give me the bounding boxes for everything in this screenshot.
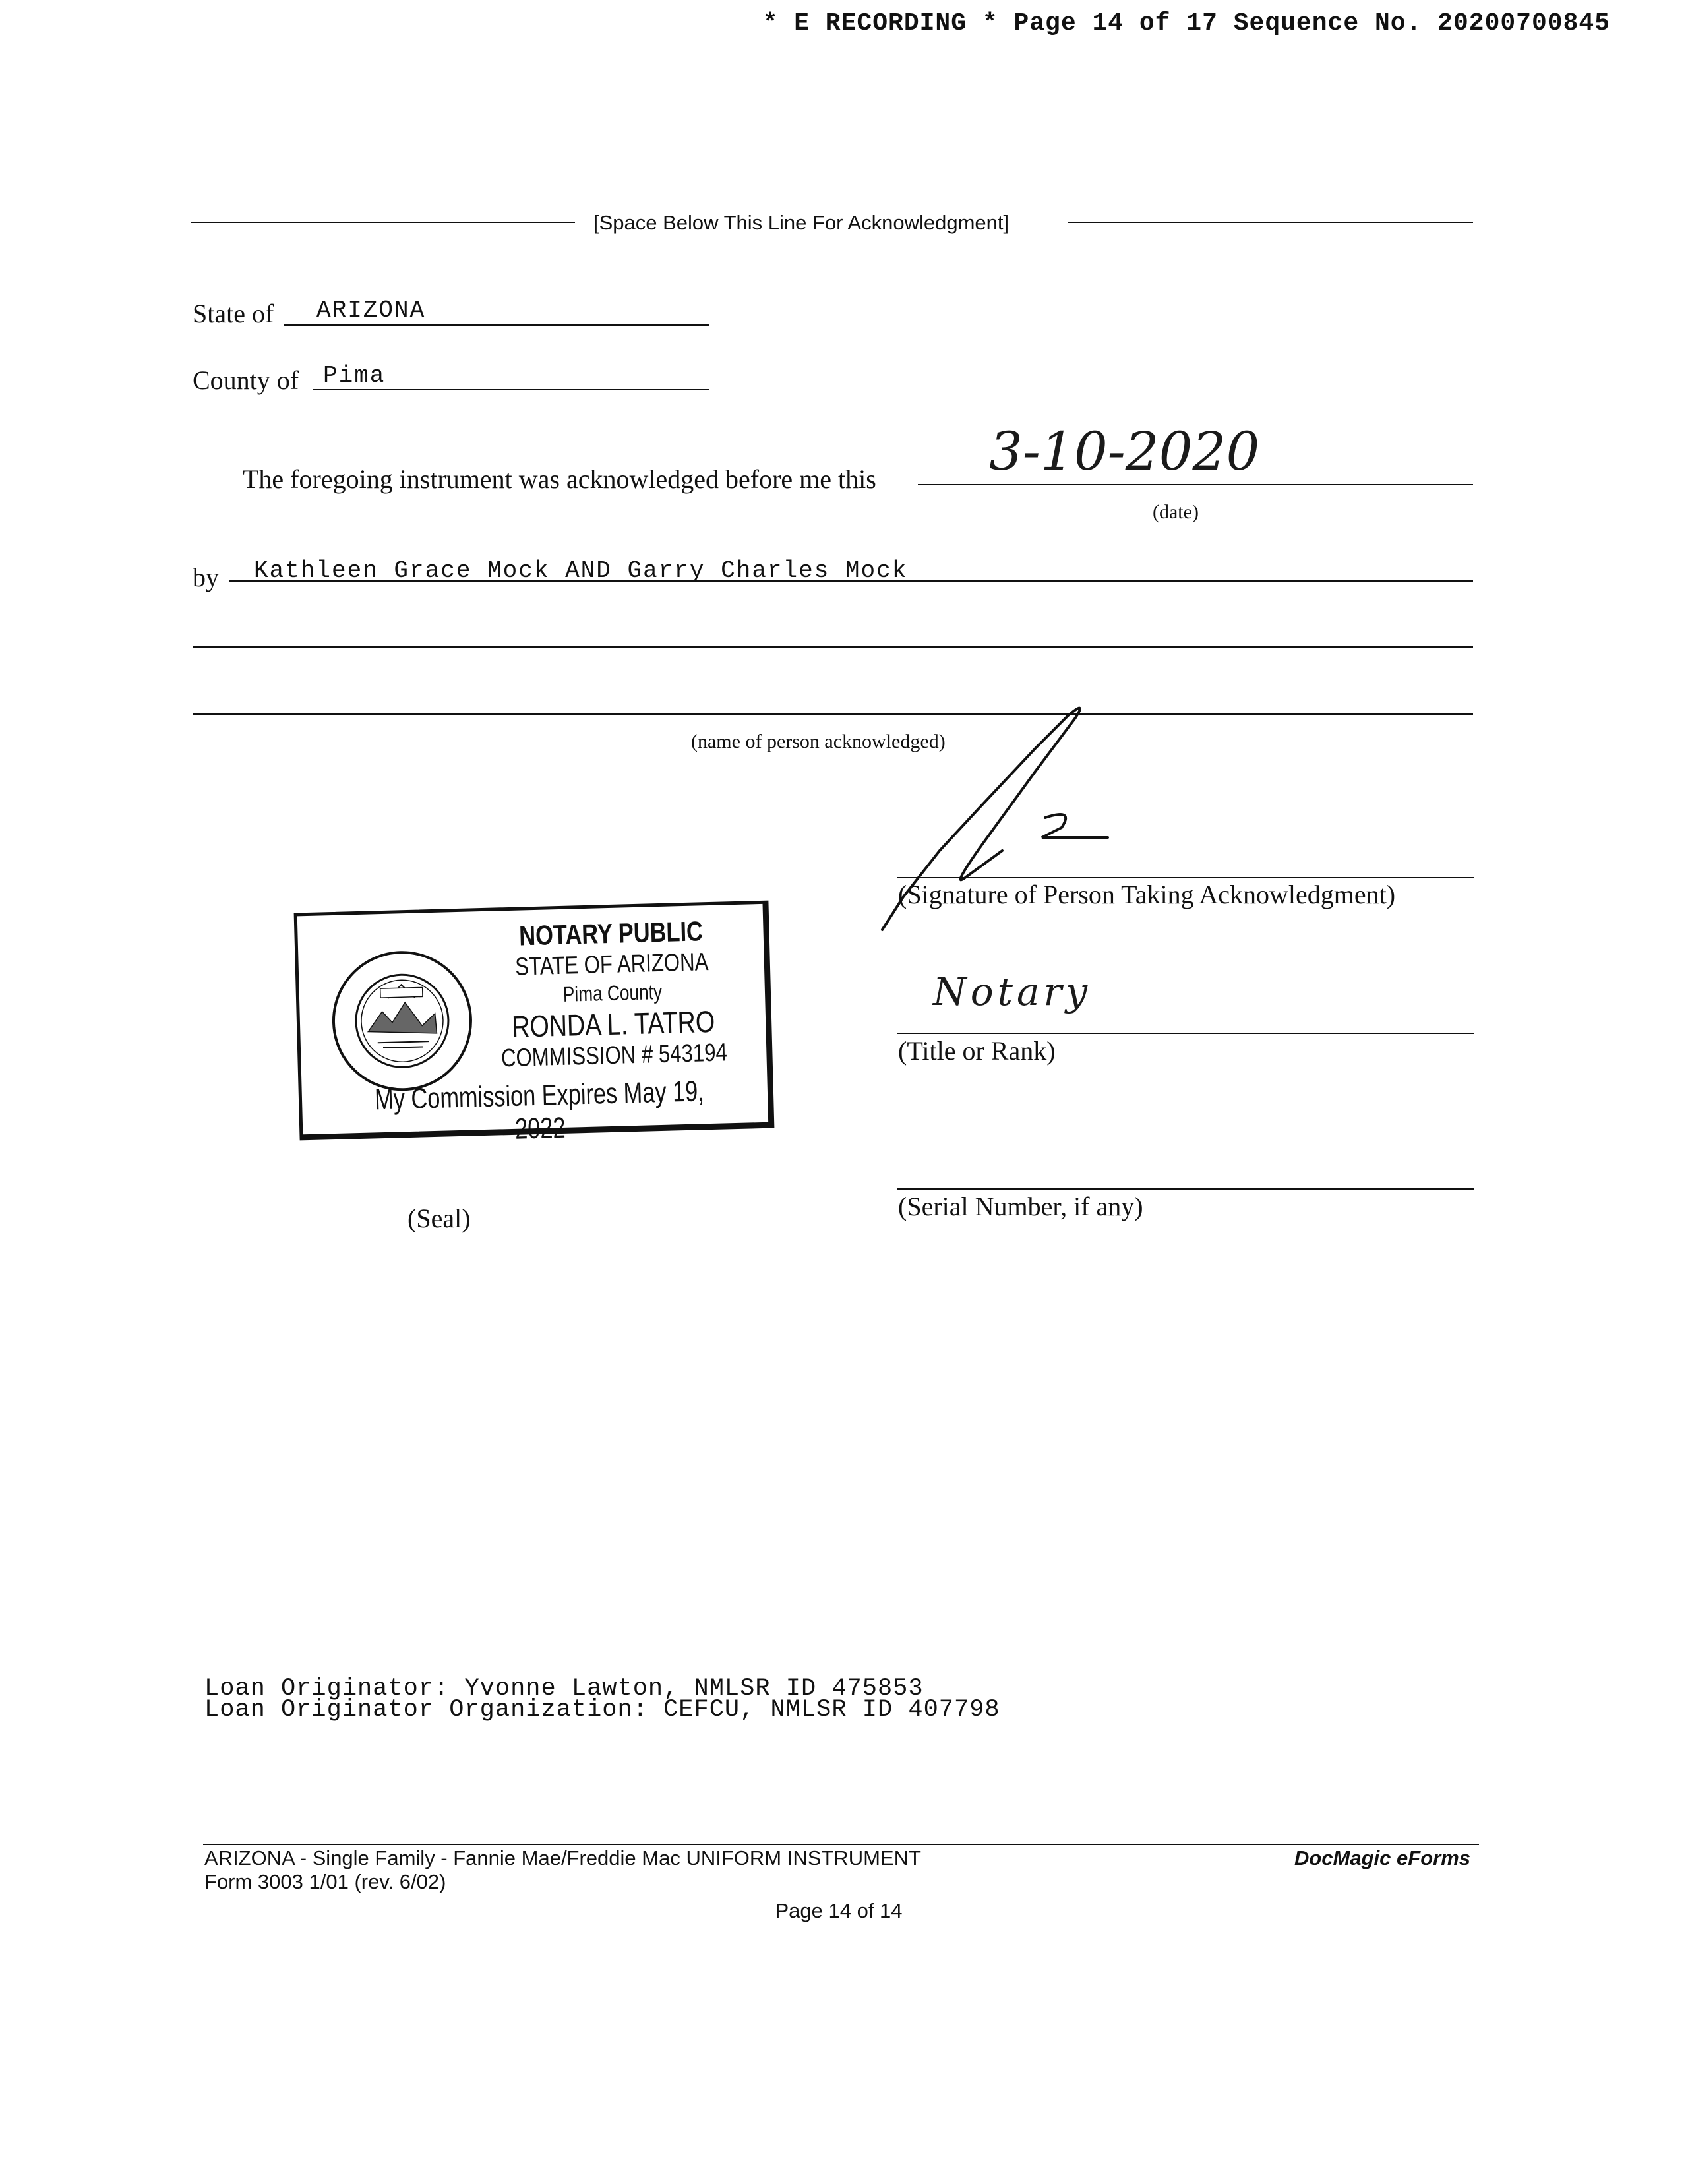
stamp-line2: STATE OF ARIZONA	[514, 948, 709, 981]
state-value: ARIZONA	[316, 297, 426, 324]
acknowledgment-caption: [Space Below This Line For Acknowledgment]	[593, 211, 1010, 234]
loan-originator: Loan Originator: Yvonne Lawton, NMLSR ID 475853	[204, 1675, 924, 1703]
form-number: Form 3003 1/01 (rev. 6/02)	[204, 1870, 446, 1893]
signature-line	[897, 877, 1474, 878]
state-label: State of	[193, 299, 274, 328]
form-title: ARIZONA - Single Family - Fannie Mae/Freddie Mac UNIFORM INSTRUMENT	[204, 1846, 921, 1869]
seal-caption: (Seal)	[407, 1203, 471, 1233]
stamp-line1: NOTARY PUBLIC	[518, 915, 704, 952]
state-line	[284, 324, 709, 326]
stamp-line5: COMMISSION # 543194	[500, 1039, 728, 1073]
date-handwritten: 3-10-2020	[989, 421, 1260, 482]
county-label: County of	[193, 365, 299, 395]
footer-form	[204, 1846, 921, 1894]
divider-right	[1068, 222, 1473, 223]
state-seal-icon	[328, 946, 477, 1095]
county-line	[313, 389, 709, 390]
page-number	[0, 1899, 1688, 1923]
recording-header: * E RECORDING * Page 14 of 17 Sequence No. 20200700845	[762, 9, 1610, 38]
by-line-2	[193, 646, 1473, 648]
title-caption: (Title or Rank)	[898, 1036, 1056, 1066]
name-caption: (name of person acknowledged)	[691, 731, 946, 752]
date-line	[918, 484, 1473, 485]
serial-line	[897, 1188, 1474, 1190]
signature-caption: (Signature of Person Taking Acknowledgment)	[898, 880, 1396, 909]
foregoing-text: The foregoing instrument was acknowledged before me this	[243, 464, 876, 494]
by-line-3	[193, 713, 1473, 715]
stamp-line4: RONDA L. TATRO	[511, 1004, 715, 1044]
divider-left	[191, 222, 575, 223]
by-label: by	[193, 562, 219, 592]
acknowledged-names: Kathleen Grace Mock AND Garry Charles Mock	[254, 557, 908, 584]
stamp-line6: My Commission Expires May 19, 2022	[374, 1075, 705, 1145]
docmagic-logo: DocMagic eForms	[1294, 1846, 1470, 1869]
footer-divider	[203, 1844, 1479, 1845]
page-number-text: Page 14 of 14	[775, 1899, 903, 1922]
title-line	[897, 1033, 1474, 1034]
date-caption: (date)	[1153, 501, 1199, 523]
title-handwritten: Notary	[933, 969, 1092, 1014]
county-value: Pima	[323, 362, 386, 389]
loan-organization: Loan Originator Organization: CEFCU, NMLSR ID 407798	[204, 1696, 1000, 1724]
notary-stamp	[294, 901, 775, 1145]
stamp-line3: Pima County	[562, 979, 663, 1006]
serial-caption: (Serial Number, if any)	[898, 1192, 1143, 1221]
